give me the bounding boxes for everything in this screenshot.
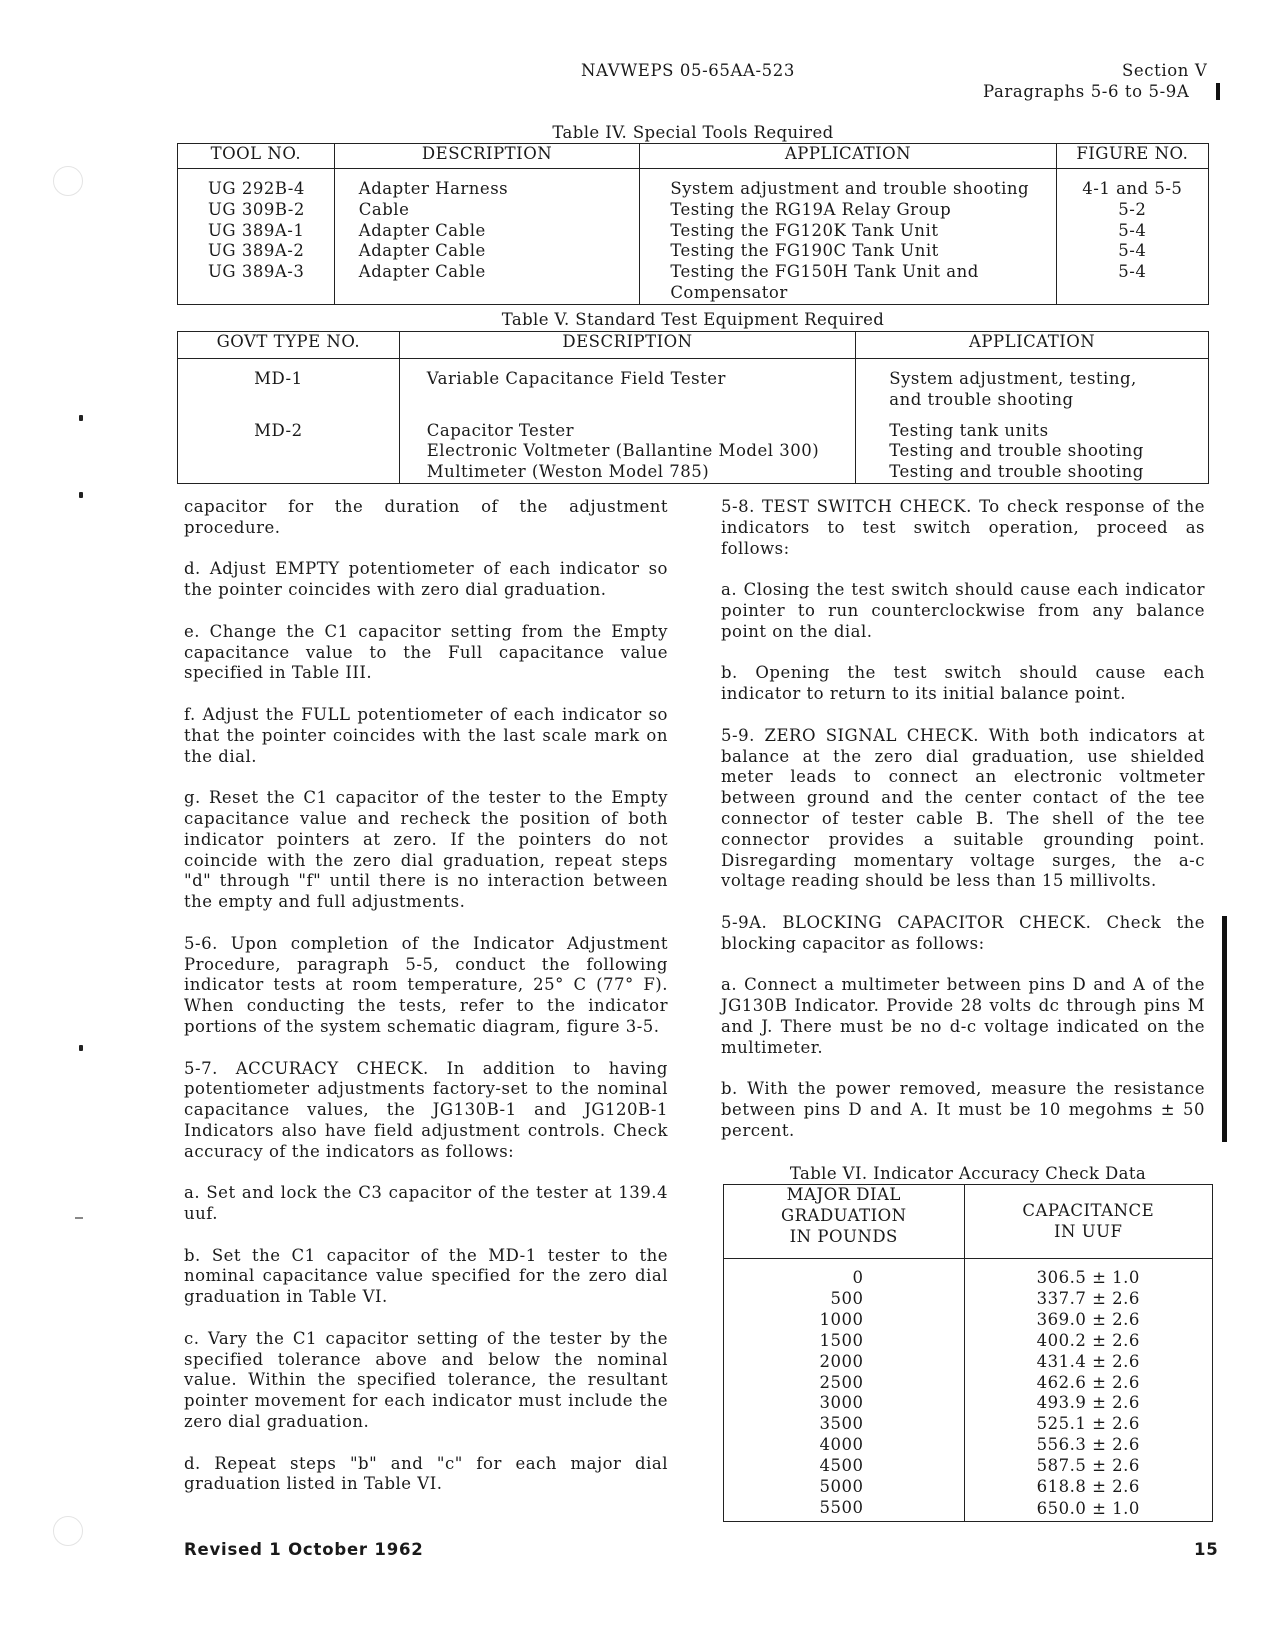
indicator-accuracy-table: [723, 1184, 1213, 1522]
dial-graduation: 4500: [819, 1456, 864, 1476]
change-bar: [1222, 916, 1227, 1142]
tool-description: Adapter Cable: [334, 221, 640, 242]
tool-no: UG 309B-2: [208, 199, 305, 219]
dial-graduation: 3000: [819, 1393, 864, 1413]
step-c: c. Vary the C1 capacitor setting of the tester by the specified tolerance above and below the nominal value. Within the specified tolerance, the resultant pointer movement for each indicator must include the zero dial graduation.: [184, 1328, 668, 1432]
tool-no: UG 389A-3: [208, 262, 305, 282]
right-column-text: [721, 497, 1205, 1163]
step-g: g. Reset the C1 capacitor of the tester to the Empty capacitance value and recheck the position of both indicator pointers at zero. If the pointers do not coincide with the zero dial graduation, repeat steps "d" through "f" until there is no interaction between the empty and full adjustments.: [184, 788, 668, 912]
special-tools-table: [177, 143, 1209, 305]
header-line: IN UUF: [1054, 1221, 1123, 1241]
step-a: a. Closing the test switch should cause each indicator pointer to run counterclockwise from any balance point on the dial.: [721, 580, 1205, 641]
step-e: e. Change the C1 capacitor setting from the Empty capacitance value to the Full capacitance value specified in Table III.: [184, 621, 668, 683]
tool-application: System adjustment and trouble shooting: [640, 169, 1056, 200]
figure-no: 5-4: [1056, 221, 1208, 242]
paragraph: capacitor for the duration of the adjustment procedure.: [184, 497, 668, 537]
capacitance: 337.7 ± 2.6: [964, 1289, 1212, 1310]
table-row: [724, 1477, 1213, 1498]
table-row: [178, 441, 1209, 462]
table-iv-caption: Table IV. Special Tools Required: [552, 123, 834, 142]
govt-type-no: MD-2: [254, 420, 303, 440]
equipment-application: Testing and trouble shooting: [856, 462, 1209, 483]
step-b: b. With the power removed, measure the resistance between pins D and A. It must be 10 megohms ± 50 percent.: [721, 1079, 1205, 1140]
binder-hole-mark: [53, 166, 83, 196]
header-line: IN POUNDS: [789, 1226, 898, 1246]
header-line: GRADUATION: [780, 1205, 907, 1225]
dial-graduation: 3500: [819, 1414, 864, 1434]
column-header: DESCRIPTION: [334, 144, 640, 169]
left-column-text: [184, 497, 668, 1516]
capacitance: 650.0 ± 1.0: [964, 1498, 1212, 1521]
govt-type-no: [178, 441, 400, 462]
binder-hole-mark: [53, 1516, 83, 1546]
table-row: [724, 1393, 1213, 1414]
tool-no: UG 389A-1: [208, 220, 305, 240]
section-label: Section V: [1122, 61, 1208, 80]
equipment-description: Capacitor Tester: [399, 421, 856, 442]
dial-graduation: 1500: [819, 1330, 864, 1350]
tool-no: UG 292B-4: [208, 179, 305, 198]
margin-mark: [79, 415, 83, 421]
table-row: [724, 1289, 1213, 1310]
tool-description: Adapter Cable: [334, 262, 640, 304]
margin-mark: [75, 1217, 83, 1219]
equipment-description: Variable Capacitance Field Tester: [399, 359, 856, 421]
dial-graduation: 1000: [819, 1309, 864, 1329]
column-header: [964, 1185, 1212, 1259]
table-header-row: [178, 332, 1209, 359]
table-row: [724, 1331, 1213, 1352]
table-row: [178, 262, 1209, 304]
tool-no: UG 389A-2: [208, 241, 305, 261]
change-bar: [1216, 83, 1220, 100]
capacitance: 431.4 ± 2.6: [964, 1352, 1212, 1373]
tool-description: Adapter Cable: [334, 241, 640, 262]
table-row: [178, 169, 1209, 200]
step-a: a. Set and lock the C3 capacitor of the tester at 139.4 uuf.: [184, 1183, 668, 1224]
capacitance: 462.6 ± 2.6: [964, 1373, 1212, 1394]
table-v-caption: Table V. Standard Test Equipment Required: [501, 310, 885, 329]
equipment-application: Testing tank units: [856, 421, 1209, 442]
column-header: APPLICATION: [856, 332, 1209, 359]
capacitance: 525.1 ± 2.6: [964, 1414, 1212, 1435]
table-row: [724, 1352, 1213, 1373]
capacitance: 587.5 ± 2.6: [964, 1456, 1212, 1477]
document-number: NAVWEPS 05-65AA-523: [581, 61, 795, 80]
table-row: [724, 1373, 1213, 1394]
margin-mark: [79, 1045, 83, 1051]
capacitance: 369.0 ± 2.6: [964, 1310, 1212, 1331]
paragraph-5-8: 5-8. TEST SWITCH CHECK. To check response of the indicators to test switch operation, proceed as follows:: [721, 497, 1205, 558]
capacitance: 400.2 ± 2.6: [964, 1331, 1212, 1352]
page-number: 15: [1194, 1540, 1219, 1559]
capacitance: 493.9 ± 2.6: [964, 1393, 1212, 1414]
column-header: DESCRIPTION: [399, 332, 856, 359]
tool-description: Cable: [334, 200, 640, 221]
column-header: GOVT TYPE NO.: [178, 332, 400, 359]
table-row: [724, 1310, 1213, 1331]
table-row: [178, 359, 1209, 421]
paragraph-range: Paragraphs 5-6 to 5-9A: [983, 82, 1190, 101]
step-a: a. Connect a multimeter between pins D and A of the JG130B Indicator. Provide 28 volts dc through pins M and J. There must be no d-c voltage indicated on the multimeter.: [721, 975, 1205, 1057]
column-header: APPLICATION: [640, 144, 1056, 169]
header-line: MAJOR DIAL: [786, 1185, 901, 1204]
tool-application: Testing the RG19A Relay Group: [640, 200, 1056, 221]
dial-graduation: 500: [830, 1288, 864, 1308]
standard-test-equipment-table: [177, 331, 1209, 484]
capacitance: 306.5 ± 1.0: [964, 1259, 1212, 1289]
margin-mark: [79, 492, 83, 498]
tool-application: Testing the FG150H Tank Unit and Compensator: [640, 262, 1056, 304]
figure-no: 4-1 and 5-5: [1056, 169, 1208, 200]
table-row: [178, 200, 1209, 221]
table-row: [178, 462, 1209, 483]
govt-type-no: [178, 462, 400, 483]
step-d-repeat: d. Repeat steps "b" and "c" for each major dial graduation listed in Table VI.: [184, 1453, 668, 1494]
figure-no: 5-4: [1056, 262, 1208, 304]
dial-graduation: 2500: [819, 1372, 864, 1392]
capacitance: 618.8 ± 2.6: [964, 1477, 1212, 1498]
paragraph-5-9a: 5-9A. BLOCKING CAPACITOR CHECK. Check the blocking capacitor as follows:: [721, 912, 1205, 953]
step-f: f. Adjust the FULL potentiometer of each indicator so that the pointer coincides with the last scale mark on the dial.: [184, 704, 668, 766]
figure-no: 5-2: [1056, 200, 1208, 221]
dial-graduation: 4000: [819, 1435, 864, 1455]
step-b: b. Set the C1 capacitor of the MD-1 tester to the nominal capacitance value specified for the zero dial graduation in Table VI.: [184, 1245, 668, 1307]
tool-application: Testing the FG120K Tank Unit: [640, 221, 1056, 242]
figure-no: 5-4: [1056, 241, 1208, 262]
table-header-row: [724, 1185, 1213, 1259]
govt-type-no: MD-1: [254, 369, 303, 388]
table-header-row: [178, 144, 1209, 169]
table-vi-caption: Table VI. Indicator Accuracy Check Data: [789, 1164, 1147, 1183]
dial-graduation: 5000: [819, 1477, 864, 1497]
column-header: FIGURE NO.: [1056, 144, 1208, 169]
equipment-application: System adjustment, testing, and trouble shooting: [856, 359, 1209, 421]
equipment-application: Testing and trouble shooting: [856, 441, 1209, 462]
dial-graduation: 0: [852, 1268, 864, 1287]
header-line: CAPACITANCE: [1022, 1200, 1155, 1220]
table-row: [724, 1456, 1213, 1477]
revision-date: Revised 1 October 1962: [184, 1540, 424, 1559]
table-row: [724, 1259, 1213, 1289]
dial-graduation: 5500: [819, 1497, 864, 1517]
tool-description: Adapter Harness: [334, 169, 640, 200]
column-header: TOOL NO.: [178, 144, 335, 169]
paragraph-5-9: 5-9. ZERO SIGNAL CHECK. With both indicators at balance at the zero dial graduation, use shielded meter leads to connect an electronic voltmeter between ground and the center contact of the tee connector of tester cable B. The shell of the tee connector provides a suitable grounding point. Disregarding momentary voltage surges, the a-c voltage reading should be less than 15 millivolts.: [721, 725, 1205, 891]
capacitance: 556.3 ± 2.6: [964, 1435, 1212, 1456]
step-b: b. Opening the test switch should cause each indicator to return to its initial balance point.: [721, 663, 1205, 704]
column-header: [724, 1185, 965, 1259]
table-row: [724, 1414, 1213, 1435]
table-row: [178, 241, 1209, 262]
table-row: [178, 421, 1209, 442]
step-d: d. Adjust EMPTY potentiometer of each indicator so the pointer coincides with zero dial graduation.: [184, 559, 668, 600]
dial-graduation: 2000: [819, 1351, 864, 1371]
tool-application: Testing the FG190C Tank Unit: [640, 241, 1056, 262]
equipment-description: Multimeter (Weston Model 785): [399, 462, 856, 483]
table-row: [178, 221, 1209, 242]
paragraph-5-6: 5-6. Upon completion of the Indicator Adjustment Procedure, paragraph 5-5, conduct the following indicator tests at room temperature, 25° C (77° F). When conducting the tests, refer to the indicator portions of the system schematic diagram, figure 3-5.: [184, 933, 668, 1036]
table-row: [724, 1435, 1213, 1456]
equipment-description: Electronic Voltmeter (Ballantine Model 300): [399, 441, 856, 462]
table-row: [724, 1498, 1213, 1521]
paragraph-5-7: 5-7. ACCURACY CHECK. In addition to having potentiometer adjustments factory-set to the nominal capacitance values, the JG130B-1 and JG120B-1 Indicators also have field adjustment controls. Check accuracy of the indicators as follows:: [184, 1058, 668, 1161]
